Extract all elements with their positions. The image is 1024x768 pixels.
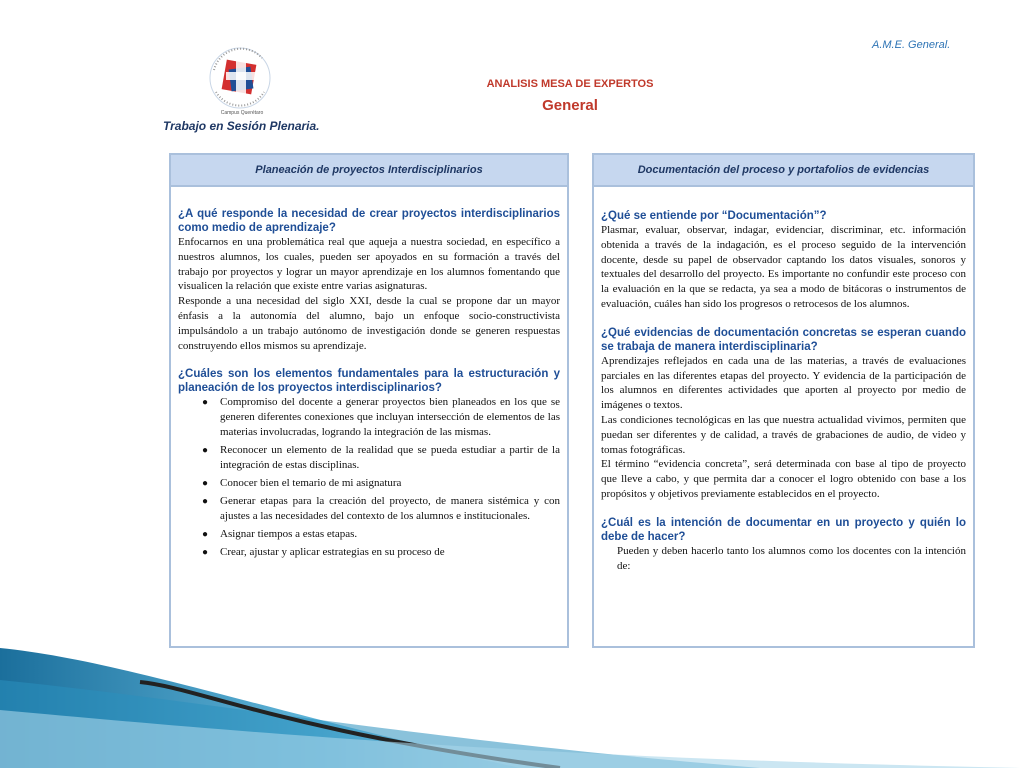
bullet-icon: ●: [202, 397, 209, 409]
panel-planeacion-body: [171, 187, 567, 560]
question-elementos: ¿Cuáles son los elementos fundamentales para la estructuración y planeación de los proyectos interdisciplinarios?: [178, 368, 560, 395]
list-item-text: Generar etapas para la creación del proyecto, de manera sistémica y con ajustes a las necesidades del contexto de los alumnos e institucionales.: [220, 495, 560, 523]
panel-documentacion: [592, 153, 975, 648]
list-item: [202, 494, 560, 524]
answer-paragraph: Las condiciones tecnológicas en las que nuestra actualidad vivimos, permiten que puedan ser diferentes y de calidad, a través de grabaciones de audio, de video y tomas fotográficas.: [601, 413, 966, 456]
slide-title: ANALISIS MESA DE EXPERTOS: [486, 78, 654, 90]
question-documentacion: ¿Qué se entiende por “Documentación”?: [601, 210, 827, 222]
question-evidencias: ¿Qué evidencias de documentación concretas se esperan cuando se trabaja de manera interdisciplinaria?: [601, 326, 966, 353]
answer-paragraph: Aprendizajes reflejados en cada una de las materias, a través de evaluaciones parciales en las diferentes etapas del proyecto. Y evidencia de la participación de los alumnos en diferentes actividades que aporten al proyecto por medio de imágenes o textos.: [601, 354, 966, 412]
slide-subtitle: General: [542, 97, 598, 114]
bullet-icon: ●: [202, 478, 209, 490]
list-item: [202, 527, 560, 542]
bullet-icon: ●: [202, 529, 209, 541]
session-label: Trabajo en Sesión Plenaria.: [163, 119, 320, 133]
ame-label: A.M.E. General.: [872, 39, 951, 51]
panel-planeacion: [169, 153, 569, 648]
answer-paragraph: Pueden y deben hacerlo tanto los alumnos como los docentes con la intención de:: [617, 544, 966, 572]
list-item: [202, 395, 560, 440]
list-item-text: Reconocer un elemento de la realidad que se pueda estudiar a partir de la integración de estas disciplinas.: [220, 444, 560, 472]
answer-paragraph: Plasmar, evaluar, observar, indagar, evidenciar, discriminar, etc. información obtenida a través de la indagación, es el proceso seguido de la intervención docente, desde su papel de observador captando los datos visuales, sonoros y textuales del desarrollo del proyecto. Es importante no confundir este proceso con la evaluación en la que se redacta, ya sea a modo de bitácoras o instrumentos de evaluación, cuáles han sido los progresos o retrocesos de los alumnos.: [601, 224, 966, 310]
answer-paragraph: El término “evidencia concreta”, será determinada con base al tipo de proyecto que lleve a cabo, y que permita dar a conocer el logro obtenido con base a los propósitos y objetivos previamente establecidos en el proyecto.: [601, 458, 966, 500]
list-item-text: Conocer bien el temario de mi asignatura: [220, 477, 402, 490]
logo-emblem: [200, 40, 280, 120]
bullet-icon: ●: [202, 445, 209, 457]
logo-caption: Campus Querétaro: [220, 110, 264, 116]
list-item: [202, 443, 560, 473]
list-item: [202, 545, 560, 560]
bullet-icon: ●: [202, 547, 209, 559]
answer-paragraph: Enfocarnos en una problemática real que aqueja a nuestra sociedad, en específico a nuestros alumnos, los cuales, pueden ser apoyados en su formación a través del trabajo por proyectos y lograr un mayor aprendizaje en los alumnos fomentando que visualicen la relación que existe entre varias asignaturas.: [178, 236, 560, 293]
panel-planeacion-heading: Planeación de proyectos Interdisciplinarios: [171, 155, 567, 187]
question-intencion: ¿Cuál es la intención de documentar en un proyecto y quién lo debe de hacer?: [601, 516, 966, 543]
decorative-wave: [0, 640, 1024, 768]
list-item: [202, 476, 560, 491]
elements-list: [178, 395, 560, 560]
list-item-text: Crear, ajustar y aplicar estrategias en su proceso de: [220, 546, 445, 559]
panel-documentacion-body: [594, 187, 973, 573]
answer-paragraph: Responde a una necesidad del siglo XXI, desde la cual se propone dar un mayor énfasis a la autonomía del alumno, bajo un enfoque socio-constructivista impulsándolo a un trabajo autónomo de investigación donde se generen respuestas construyendo ellos mismos su aprendizaje.: [178, 295, 560, 352]
panel-documentacion-heading: Documentación del proceso y portafolios de evidencias: [594, 155, 973, 187]
bullet-icon: ●: [202, 496, 209, 508]
list-item-text: Asignar tiempos a estas etapas.: [220, 528, 358, 541]
list-item-text: Compromiso del docente a generar proyectos bien planeados en los que se generen diferentes conexiones que incluyan intersección de elementos de las materias involucradas, logrando la integración de las mismas.: [220, 396, 560, 439]
question-necesidad: ¿A qué responde la necesidad de crear proyectos interdisciplinarios como medio de aprendizaje?: [178, 208, 560, 234]
